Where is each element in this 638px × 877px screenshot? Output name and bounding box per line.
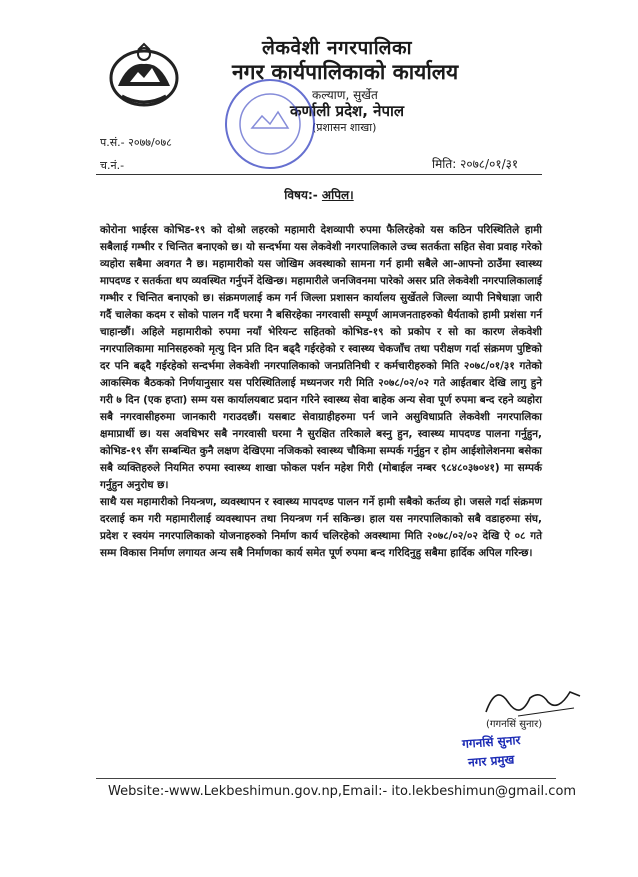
letter-body [100, 222, 542, 562]
subject-line [0, 186, 638, 203]
body-paragraph-1: कोरोना भाईरस कोभिड-१९ को दोश्रो लहरको महामारी देशव्यापी रुपमा फैलिरहेको यस कठिन परिस्थितिले हामी सबैलाई गम्भीर र चिन्तित बनाएको छ। यो सन्दर्भमा यस लेकवेशी नगरपालिकाले उच्च सतर्कता सहित सेवा प्रवाह गरेको व्यहोरा सबैमा अवगत नै छ। महामारीको यस जोखिम अवस्थाको सामना गर्न हामी सबैले आ-आफ्नो ठाउँमा स्वास्थ्य मापदण्ड र सतर्कता थप व्यवस्थित गर्नुपर्ने देखिन्छ। महामारीले जनजिवनमा पारेको असर प्रति लेकवेशी नगरपालिकालाई गम्भीर र चिन्तित बनाएको छ। संक्रमणलाई कम गर्न जिल्ला प्रशासन कार्यालय सुर्खेतले जिल्ला व्यापी निषेधाज्ञा जारी गर्दै चालेका कदम र सोको पालन गर्दै घरमा नै बसिरहेका नगरवासी सम्पूर्ण आमजनताहरुको धैर्यताको हामी प्रशंसा गर्न चाहान्छौं। अहिले महामारीको रुपमा नयाँ भेरियन्ट सहितको कोभिड-१९ को प्रकोप र सो का कारण लेकवेशी नगरपालिकामा मानिसहरुको मृत्यु दिन प्रति दिन बढ्दै गईरहेको र स्वास्थ्य चेकजाँच तथा परीक्षण गर्दा संक्रमण पुष्टिको दर पनि बढ्दै गईरहेको सन्दर्भमा लेकवेशी नगरपालिकाको जनप्रतिनिधी र कर्मचारीहरुको मिति २०७८/०१/३१ गतेको आकस्मिक बैठकको निर्णयानुसार यस परिस्थितिलाई मध्यनजर गरी मिति २०७८/०२/०२ गते आईतबार देखि लागु हुने गरी ७ दिन (एक हप्ता) सम्म यस कार्यालयबाट प्रदान गरिने स्वास्थ्य सेवा बाहेक अन्य सेवा पूर्ण रुपमा बन्द रहने व्यहोरा सबै नगरवासीहरुमा जानकारी गराउदछौं। यसबाट सेवाग्राहीहरुमा पर्न जाने असुविधाप्रति लेकवेशी नगरपालिका क्षमाप्रार्थी छ। यस अवधिभर सबै नगरवासी घरमा नै सुरक्षित तरिकाले बस्नु हुन, स्वास्थ्य मापदण्ड पालना गर्नुहुन, कोभिड-१९ सँग सम्बन्धित कुनै लक्षण देखिएमा नजिकको स्वास्थ्य चौकिमा सम्पर्क गर्नुहुन र होम आईशोलेशनमा बसेका सबै व्यक्तिहरुले नियमित रुपमा स्वास्थ्य शाखा फोकल पर्शन महेश गिरी (मोबाईल नम्बर ९८४८०३७०४१) मा सम्पर्क गर्नुहुन अनुरोध छ। [100, 224, 542, 491]
reference-number: प.सं.- २०७७/०७८ [100, 136, 172, 149]
office-name: लेकवेशी नगरपालिका [262, 37, 413, 59]
footer-divider [96, 778, 556, 779]
dispatch-number: च.नं.- [100, 159, 125, 172]
office-title: नगर कार्यपालिकाको कार्यालय [232, 60, 459, 84]
office-seal-icon [222, 76, 318, 172]
footer-contact: Website:-www.Lekbeshimun.gov.np,Email:- ito.lekbeshimun@gmail.com [108, 784, 577, 799]
subject-label: विषय:- [284, 188, 322, 202]
nepal-emblem-icon [108, 42, 180, 108]
stamp-name: गगनसिं सुनार [461, 732, 521, 752]
letter-date: मिति: २०७८/०१/३१ [432, 157, 519, 171]
body-paragraph-2: साथै यस महामारीको नियन्त्रण, व्यवस्थापन र स्वास्थ्य मापदण्ड पालन गर्ने हामी सबैको कर्तव्य हो। जसले गर्दा संक्रमण दरलाई कम गरी महामारीलाई व्यवस्थापन तथा नियन्त्रण गर्न सकिन्छ। हाल यस नगरपालिकाको सबै वडाहरुमा संघ, प्रदेश र स्वयंम नगरपालिकाको योजनाहरुको निर्माण कार्य चलिरहेको अवस्थामा मिति २०७८/०२/०२ देखि ऐ ०८ गते सम्म विकास निर्माण लगायत अन्य सबै निर्माणका कार्य समेत पूर्ण रुपमा बन्द गरिदिनुहु सबैमा हार्दिक अपिल गरिन्छ। [100, 496, 542, 559]
header-divider [96, 174, 542, 175]
office-section: (प्रशासन शाखा) [312, 121, 377, 134]
signer-name: (गगनसिं सुनार) [486, 719, 543, 730]
subject-value: अपिल। [321, 188, 354, 202]
office-location: कल्याण, सुर्खेत [312, 88, 378, 102]
office-province: कर्णाली प्रदेश, नेपाल [290, 102, 405, 120]
stamp-title: नगर प्रमुख [467, 752, 515, 770]
